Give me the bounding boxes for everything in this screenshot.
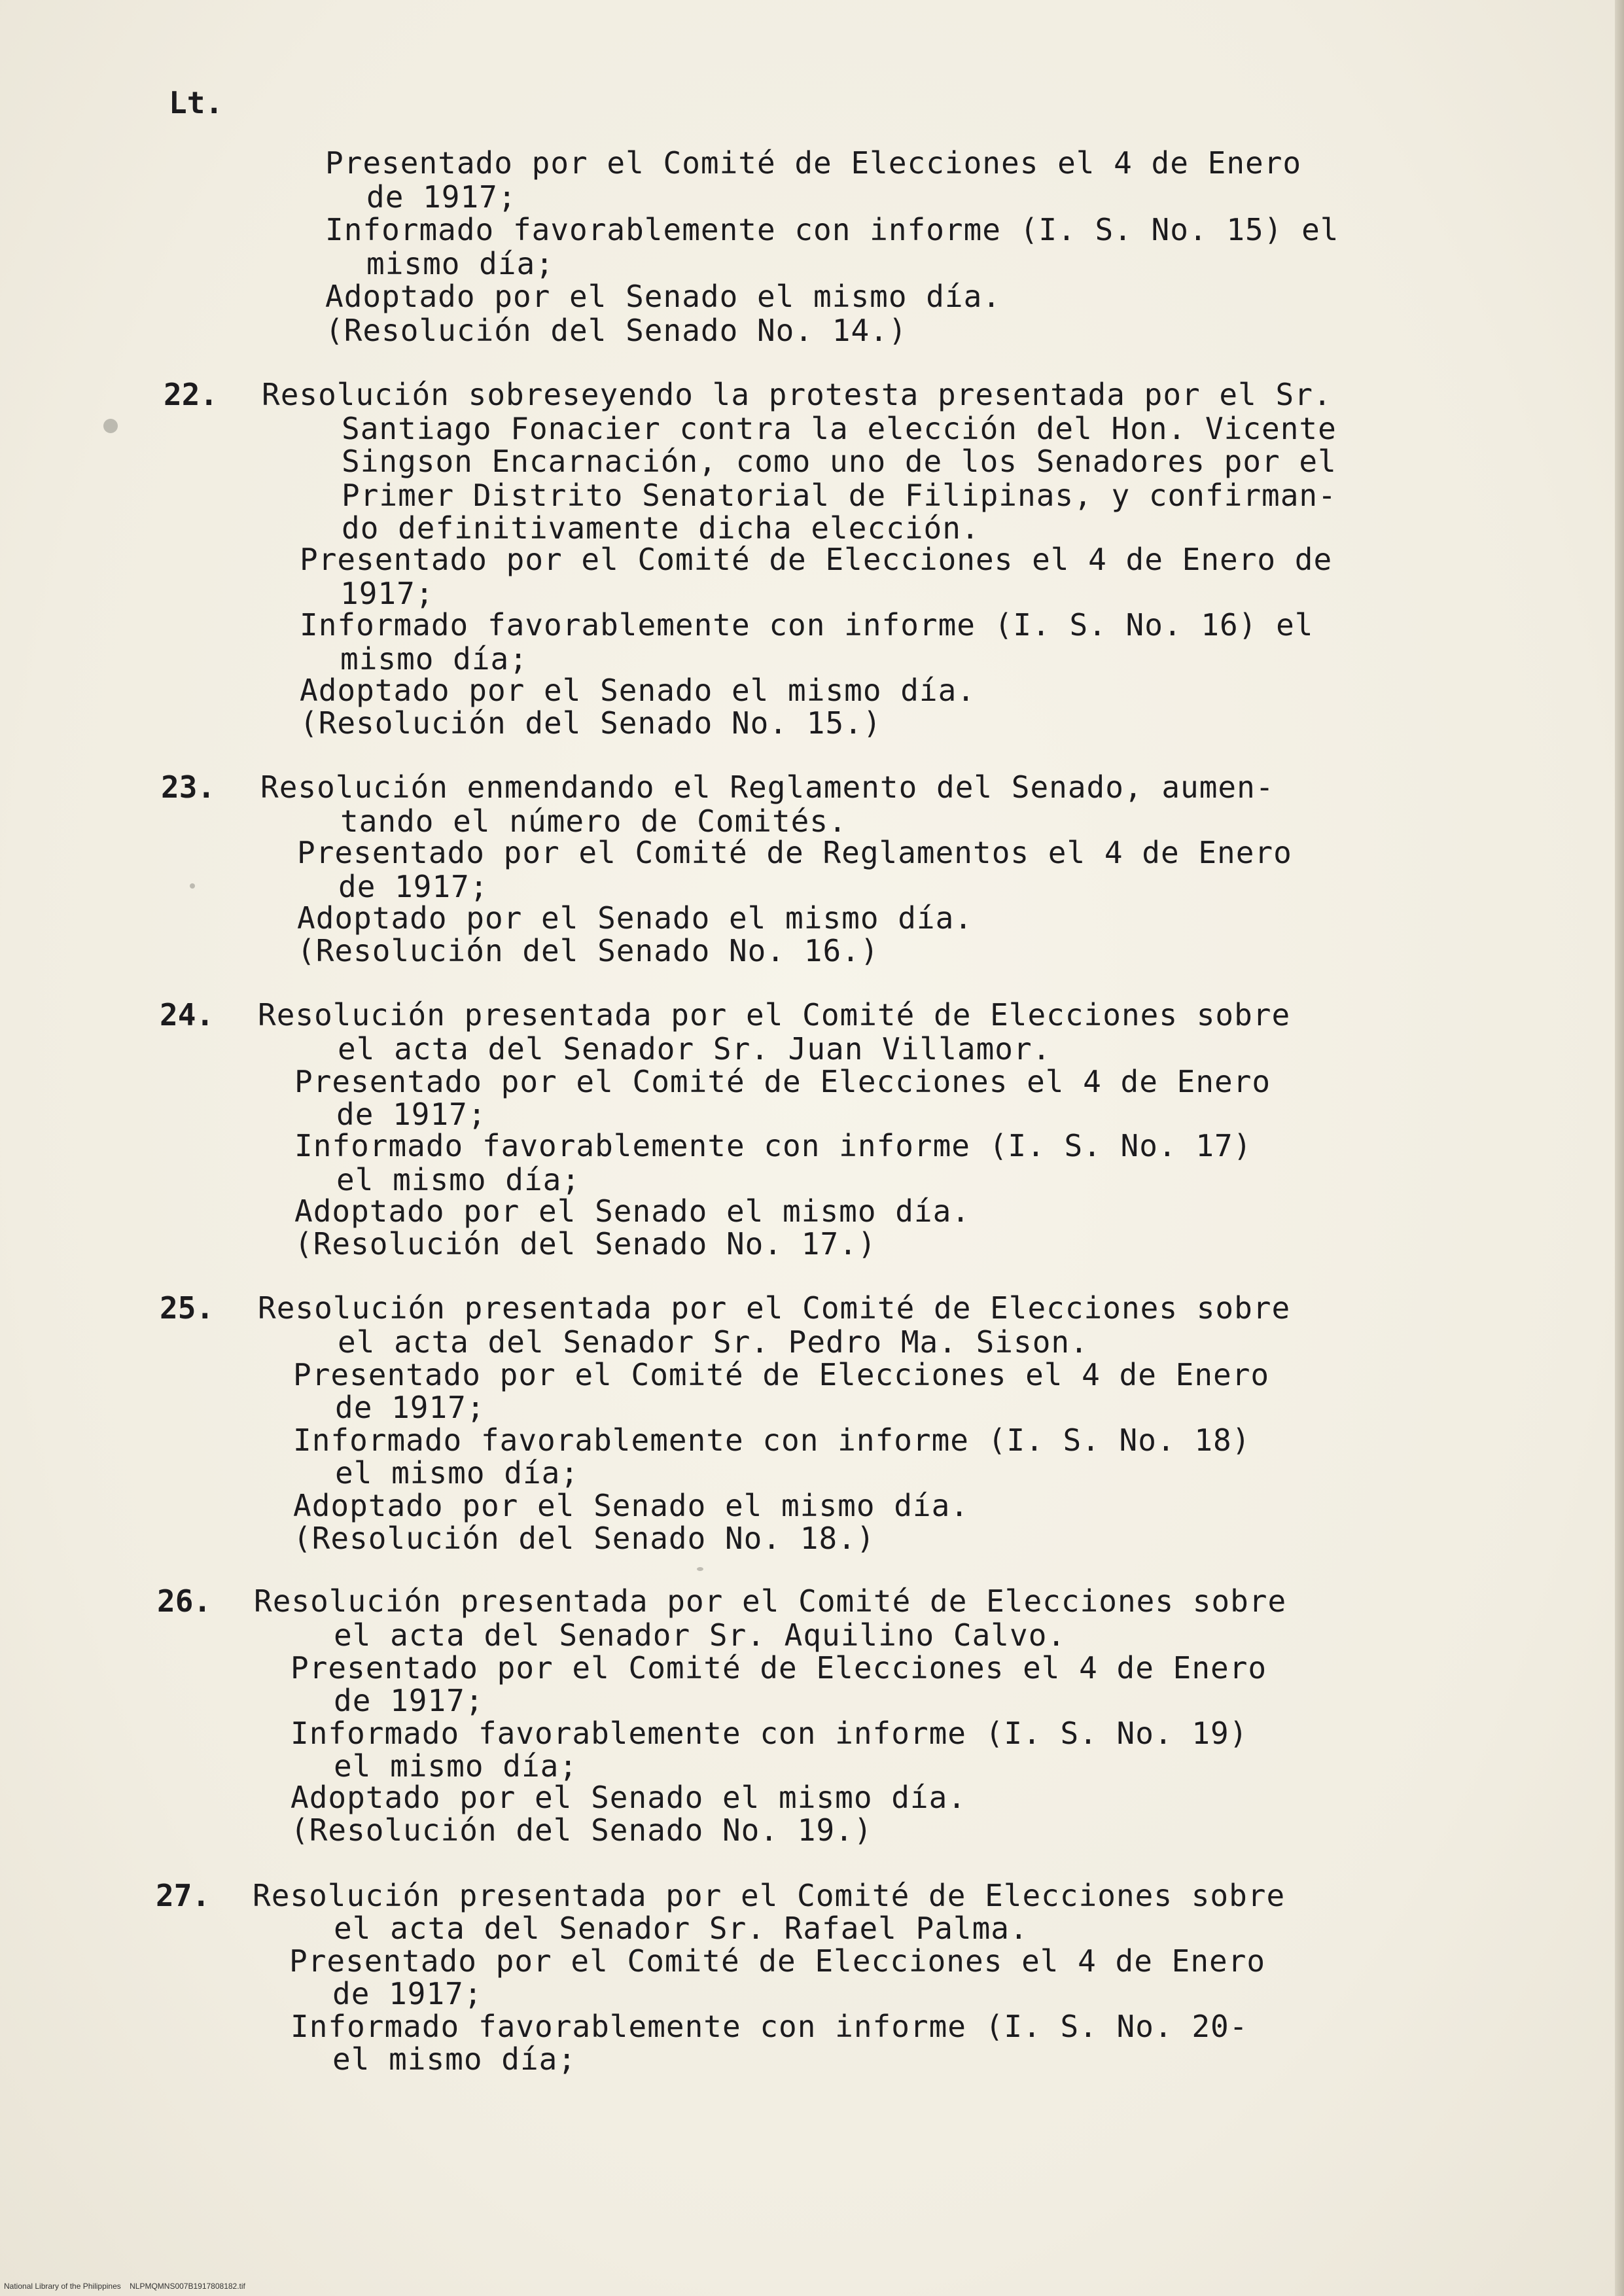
- intro-line: mismo día;: [366, 246, 554, 281]
- entry-line: (Resolución del Senado No. 15.): [300, 705, 882, 741]
- entry-line: de 1917;: [335, 1390, 485, 1425]
- entry-line: 1917;: [340, 576, 434, 611]
- entry-line: Informado favorablemente con informe (I. S. No. 18): [293, 1422, 1251, 1458]
- entry-line: de 1917;: [332, 1976, 483, 2011]
- entry-line: el mismo día;: [334, 1748, 578, 1784]
- entry-line: tando el número de Comités.: [340, 804, 847, 839]
- entry-line: Resolución presentada por el Comité de Elecciones sobre: [258, 1290, 1291, 1326]
- entry-line: Adoptado por el Senado el mismo día.: [294, 1193, 970, 1229]
- entry-line: de 1917;: [338, 869, 489, 904]
- entry-number: 22.: [164, 377, 219, 412]
- entry-line: Informado favorablemente con informe (I. S. No. 19): [291, 1716, 1248, 1751]
- paper-speck: [103, 419, 118, 433]
- entry-line: Adoptado por el Senado el mismo día.: [300, 673, 976, 708]
- entry-line: Presentado por el Comité de Elecciones el 4 de Enero de: [300, 542, 1333, 577]
- entry-line: Resolución enmendando el Reglamento del Senado, aumen-: [260, 769, 1275, 805]
- entry-line: Informado favorablemente con informe (I. S. No. 17): [294, 1128, 1252, 1163]
- entry-line: Presentado por el Comité de Elecciones el 4 de Enero: [293, 1357, 1270, 1392]
- paper-speck: [190, 883, 195, 889]
- page-header: Lt.: [169, 85, 224, 120]
- entry-line: de 1917;: [336, 1097, 487, 1132]
- entry-line: Primer Distrito Senatorial de Filipinas, y confirman-: [342, 478, 1337, 513]
- entry-line: (Resolución del Senado No. 18.): [293, 1521, 875, 1556]
- entry-line: Resolución sobreseyendo la protesta presentada por el Sr.: [262, 377, 1332, 412]
- entry-line: Resolución presentada por el Comité de Elecciones sobre: [253, 1878, 1286, 1913]
- entry-line: el acta del Senador Sr. Rafael Palma.: [334, 1911, 1029, 1946]
- entry-line: Singson Encarnación, como uno de los Senadores por el: [342, 444, 1337, 479]
- entry-line: el acta del Senador Sr. Pedro Ma. Sison.: [338, 1324, 1089, 1360]
- entry-line: Presentado por el Comité de Elecciones el 4 de Enero: [291, 1650, 1267, 1686]
- entry-line: do definitivamente dicha elección.: [342, 510, 980, 546]
- page-edge-shadow: [1615, 0, 1624, 2296]
- entry-line: (Resolución del Senado No. 16.): [297, 933, 879, 968]
- entry-line: Presentado por el Comité de Reglamentos el 4 de Enero: [297, 835, 1292, 870]
- entry-line: el mismo día;: [332, 2041, 577, 2077]
- entry-line: (Resolución del Senado No. 19.): [291, 1812, 873, 1848]
- entry-line: (Resolución del Senado No. 17.): [294, 1226, 877, 1262]
- paper-speck: [697, 1567, 703, 1571]
- entry-line: el mismo día;: [335, 1455, 580, 1491]
- entry-number: 23.: [161, 769, 216, 805]
- entry-line: Resolución presentada por el Comité de Elecciones sobre: [258, 997, 1291, 1033]
- entry-line: Santiago Fonacier contra la elección del Hon. Vicente: [342, 411, 1337, 446]
- intro-line: (Resolución del Senado No. 14.): [325, 313, 908, 348]
- entry-line: el acta del Senador Sr. Aquilino Calvo.: [334, 1617, 1067, 1653]
- intro-line: Informado favorablemente con informe (I. S. No. 15) el: [325, 212, 1339, 247]
- entry-line: Adoptado por el Senado el mismo día.: [297, 900, 973, 936]
- entry-line: Resolución presentada por el Comité de Elecciones sobre: [254, 1583, 1287, 1619]
- entry-line: mismo día;: [340, 641, 528, 677]
- entry-line: Adoptado por el Senado el mismo día.: [291, 1780, 966, 1815]
- entry-line: Informado favorablemente con informe (I. S. No. 16) el: [300, 607, 1314, 643]
- entry-number: 26.: [157, 1583, 212, 1619]
- entry-line: el mismo día;: [336, 1162, 581, 1197]
- entry-number: 24.: [160, 997, 215, 1033]
- entry-line: el acta del Senador Sr. Juan Villamor.: [338, 1031, 1051, 1067]
- scan-footer-caption: National Library of the Philippines NLPMQMNS007B1917808182.tif: [4, 2282, 245, 2291]
- entry-number: 27.: [156, 1878, 211, 1913]
- intro-line: Presentado por el Comité de Elecciones el 4 de Enero: [325, 145, 1302, 181]
- entry-line: Informado favorablemente con informe (I. S. No. 20-: [291, 2009, 1248, 2044]
- entry-line: Presentado por el Comité de Elecciones el 4 de Enero: [294, 1064, 1271, 1099]
- entry-line: Presentado por el Comité de Elecciones el 4 de Enero: [289, 1943, 1266, 1979]
- entry-number: 25.: [160, 1290, 215, 1326]
- entry-line: de 1917;: [334, 1683, 484, 1718]
- intro-line: Adoptado por el Senado el mismo día.: [325, 279, 1001, 314]
- entry-line: Adoptado por el Senado el mismo día.: [293, 1488, 969, 1523]
- intro-line: de 1917;: [366, 179, 517, 215]
